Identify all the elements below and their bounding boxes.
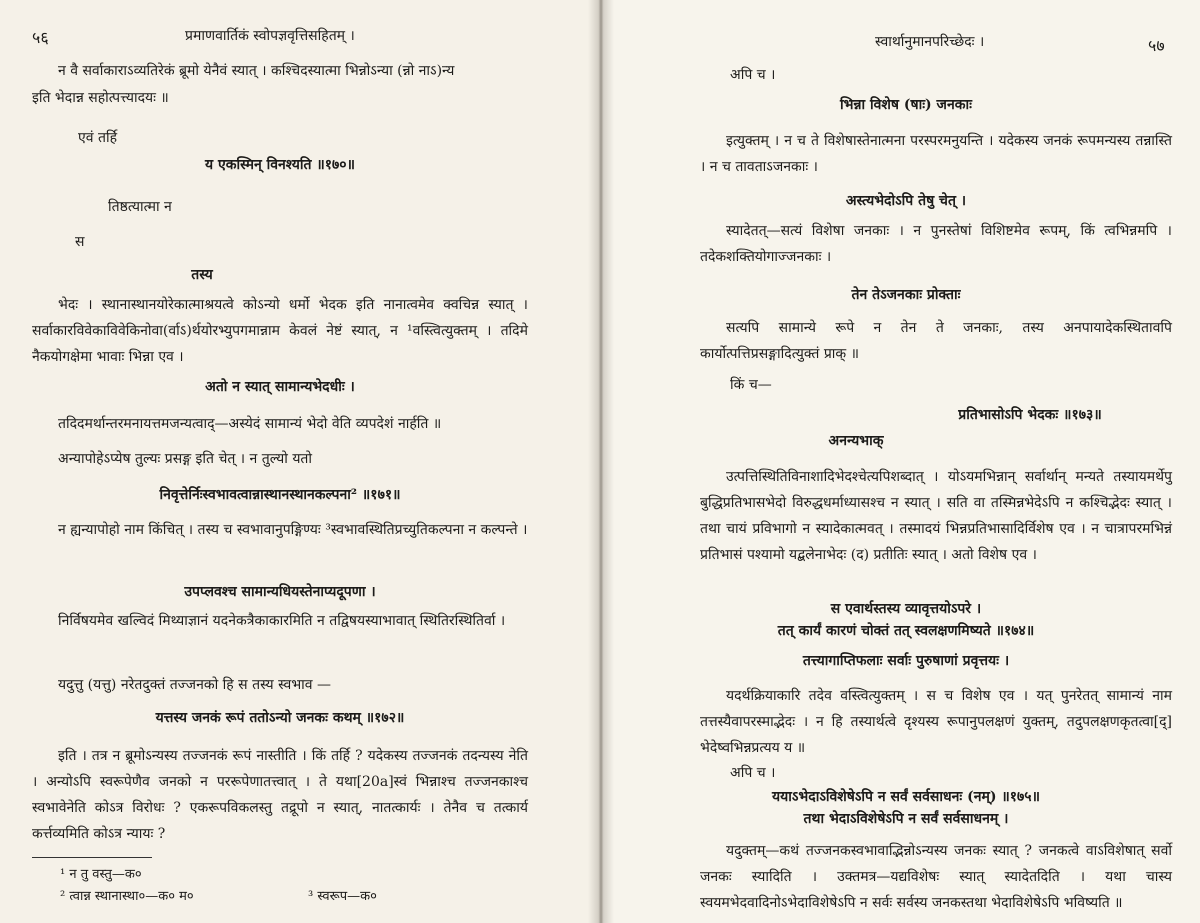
left-para-3: तिष्ठत्यात्मा न [108, 199, 172, 215]
left-para-10: निर्विषयमेव खल्विदं मिथ्याज्ञानं यदनेकत्रैकाकारमिति न तद्विषयस्याभावात् स्थितिरस्थितिर्वा । [58, 613, 506, 629]
book-gutter [588, 0, 614, 923]
footnote-2: ² त्वान्न स्थानास्था०—क० म० [60, 889, 194, 904]
right-page-number: ५७ [1148, 36, 1165, 55]
left-para-9: न ह्यन्यापोहो नाम किंचित् । तस्य च स्वभावानुपङ्गिण्यः ³स्वभावस्थितिप्रच्युतिकल्पना न कल्पन्ते । [58, 522, 528, 538]
left-para-8: अन्यापोहेऽप्येष तुल्यः प्रसङ्ग इति चेत् । न तुल्यो यतो [58, 451, 313, 467]
right-verse-a: भिन्ना विशेष (षाः) जनकाः [840, 97, 972, 113]
footnote-3: ³ स्वरूप—क० [308, 889, 377, 904]
right-verse-b: अस्त्यभेदोऽपि तेषु चेत् । [845, 193, 967, 209]
right-verse-173: प्रतिभासोऽपि भेदकः ॥१७३॥ [958, 407, 1102, 423]
right-verse-175a: ययाऽभेदाऽविशेषेऽपि न सर्वं सर्वसाधनः (नम्) ॥१७५॥ [772, 789, 1040, 805]
left-page-number: ५६ [32, 28, 49, 47]
left-running-head: प्रमाणवार्तिकं स्वोपज्ञवृत्तिसहितम् । [185, 28, 355, 44]
left-para-1-line1: न वै सर्वाकाराऽव्यतिरेकं ब्रूमो येनैवं स्यात् । कश्चिदस्यात्मा भिन्नोऽन्या (न्नो नाऽ)न्य [58, 63, 455, 79]
left-verse-b: उपप्लवश्च सामान्यधियस्तेनाप्यदूपणा । [184, 584, 376, 600]
right-para-6: उत्पत्तिस्थितिविनाशादिभेदश्चेत्यपिशब्दात् । योऽयमभिन्नान् सर्वार्थान् मन्यते तस्यायमर्थेपु बुद्धिप्रतिभासभेदो विरुद्धधर्माध्यासश्च न स्यात् । सति वा तस्मिन्नभेदेऽपि न कश्चिद्भेदः स्यात् । तथा चायं प्रविभागो न स्यादेकात्मवत् । तस्मादयं भिन्नप्रतिभासादिर्विशेष एव । न चात्रापरमभिन्नं प्रतिभासं पश्यामो यद्बलेनाभेदः (द) प्रतीतिः स्यात् । अतो विशेष एव । [700, 469, 1172, 563]
left-para-1-line2: इति भेदान्न सहोत्पत्त्यादयः ॥ [32, 90, 169, 106]
right-running-head: स्वार्थानुमानपरिच्छेदः । [875, 34, 985, 50]
right-para-9: यदुक्तम्—कथं तज्जनकस्वभावाद्भिन्नोऽन्यस्य जनकः स्यात् ? जनकत्वे वाऽविशेषात् सर्वो जनकः स्यादिति । उक्तमत्र—यद्यविशेषः स्यात् स्यादेतदिति । यथा चास्य स्वयमभेदवादिनोऽभेदाविशेषेऽपि न सर्वः सर्वस्य जनकस्तथा भेदाविशेषेऽपि भविष्यति ॥ [700, 843, 1172, 911]
left-para-12: इति । तत्र न ब्रूमोऽन्यस्य तज्जनकं रूपं नास्तीति । किं तर्हि ? यदेकस्य तज्जनकं तदन्यस्य नेति । अन्योऽपि स्वरूपेणैव जनको न पररूपेणातत्त्वात् । ते यथा[20a]स्वं भिन्नाश्च तज्जनकाश्च स्वभावेनेति कोऽत्र विरोधः ? एकरूपविकलस्तु तद्रूपो न स्यात्, नातत्कार्यः । तेनैव च तत्कार्य कर्त्तव्यमिति कोऽत्र न्यायः ? [32, 748, 528, 842]
footnote-rule [32, 857, 152, 858]
right-verse-174a: स एवार्थस्तस्य व्यावृत्तयोऽपरे । [830, 601, 982, 617]
right-para-3: स्यादेतत्—सत्यं विशेषा जनकाः । न पुनस्तेषां विशिष्टमेव रूपम्, किं त्वभिन्नमपि । तदेकशक्तियोगाज्जनकाः । [700, 223, 1172, 265]
left-para-5: तस्य [191, 267, 213, 283]
left-verse-170: य एकस्मिन् विनश्यति ॥१७०॥ [205, 157, 355, 173]
footnote-1: ¹ न तु वस्तु—क० [60, 867, 142, 882]
left-para-11: यदुत्तु (यत्तु) नरेतदुक्तं तज्जनको हि स तस्य स्वभाव — [58, 677, 332, 693]
left-para-4: स [75, 234, 85, 250]
right-para-2: इत्युक्तम् । न च ते विशेषास्तेनात्मना परस्परमनुयन्ति । यदेकस्य जनकं रूपमन्यस्य तन्नास्ति । न च तावताऽजनकाः । [700, 133, 1172, 175]
left-verse-172: यत्तस्य जनकं रूपं ततोऽन्यो जनकः कथम् ॥१७२॥ [155, 710, 405, 726]
right-para-8: अपि च । [730, 765, 776, 781]
right-verse-175b: तथा भेदाऽविशेषेऽपि न सर्वं सर्वसाधनम् । [803, 811, 1009, 827]
left-para-7: तदिदमर्थान्तरमनायत्तमजन्यत्वाद्—अस्येदं सामान्यं भेदो वेति व्यपदेशं नार्हति ॥ [58, 416, 442, 432]
right-para-5: किं च— [730, 377, 772, 393]
left-verse-a: अतो न स्यात् सामान्यभेदधीः । [205, 379, 355, 395]
right-para-7: यदर्थक्रियाकारि तदेव वस्त्वित्युक्तम् । स च विशेष एव । यत् पुनरेतत् सामान्यं नाम तत्तस्यैवापरस्माद्भेदः । न हि तस्यार्थत्वे दृश्यस्य रूपानुपलक्षणं युक्तम्, तदुपलक्षणकृतत्वा[द्] भेदेष्वभिन्नप्रत्यय य ॥ [700, 688, 1172, 756]
right-page [600, 0, 1200, 923]
right-verse-d: अनन्यभाक् [828, 433, 884, 449]
right-verse-174b: तत् कार्यं कारणं चोक्तं तत् स्वलक्षणमिष्यते ॥१७४॥ [777, 623, 1035, 639]
right-verse-c: तेन तेऽजनकाः प्रोक्ताः [851, 287, 961, 303]
left-para-6: भेदः । स्थानास्थानयोरेकात्माश्रयत्वे कोऽन्यो धर्मो भेदक इति नानात्वमेव क्वचिन्न स्यात् । सर्वाकारविवेकाविवेकिनोवा(र्वाऽ)र्थयोरभ्युपगमान्नाम केवलं नेष्टं स्यात्, न ¹वस्त्वित्युक्तम् । तदिमे नैकयोगक्षेमा भावाः भिन्ना एव । [32, 297, 528, 365]
left-para-2: एवं तर्हि [78, 130, 118, 146]
right-verse-e: तत्त्यागाप्तिफलाः सर्वाः पुरुषाणां प्रवृत्तयः । [802, 653, 1010, 669]
right-para-1: अपि च । [730, 67, 776, 83]
left-verse-171: निवृत्तेर्निःस्वभावत्वान्नास्थानस्थानकल्पना² ॥१७१॥ [159, 487, 401, 503]
right-para-4: सत्यपि सामान्ये रूपे न तेन ते जनकाः, तस्य अनपायादेकस्थितावपि कार्योत्पत्तिप्रसङ्गादित्युक्तं प्राक् ॥ [700, 320, 1172, 362]
